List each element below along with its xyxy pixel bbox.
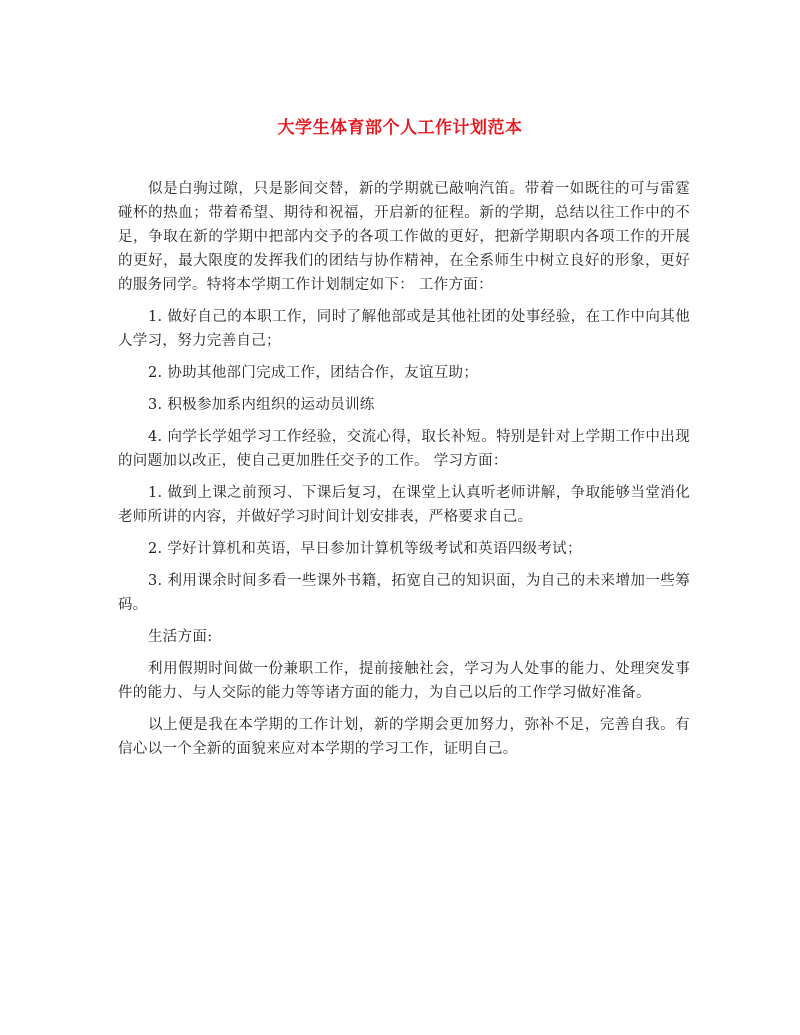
intro-paragraph: 似是白驹过隙，只是影间交替，新的学期就已敲响汽笛。带着一如既往的可与雷霆碰杯的热血；带着希望、期待和祝福，开启新的征程。新的学期，总结以往工作中的不足，争取在新的学期中把部内交予的各项工作做的更好，把新学期职内各项工作的开展的更好，最大限度的发挥我们的团结与协作精神，在全系师生中树立良好的形象，更好的服务同学。特将本学期工作计划制定如下： 工作方面： [118, 181, 690, 293]
work-item-3: 3. 积极参加系内组织的运动员训练 [148, 397, 375, 413]
study-item-1: 1. 做到上课之前预习、下课后复习，在课堂上认真听老师讲解，争取能够当堂消化老师所讲的内容，并做好学习时间计划安排表，严格要求自己。 [118, 485, 690, 525]
document-body [118, 177, 690, 769]
work-item-4: 4. 向学长学姐学习工作经验，交流心得，取长补短。特别是针对上学期工作中出现的问题加以改正，使自己更加胜任交予的工作。 学习方面： [118, 429, 690, 469]
work-item-2: 2. 协助其他部门完成工作，团结合作，友谊互助； [148, 365, 479, 381]
work-item-1: 1. 做好自己的本职工作，同时了解他部或是其他社团的处事经验，在工作中向其他人学习，努力完善自己； [118, 309, 690, 349]
study-item-3: 3. 利用课余时间多看一些课外书籍，拓宽自己的知识面，为自己的未来增加一些筹码。 [118, 573, 690, 613]
life-paragraph: 利用假期时间做一份兼职工作，提前接触社会，学习为人处事的能力、处理突发事件的能力、与人交际的能力等等诸方面的能力，为自己以后的工作学习做好准备。 [118, 661, 690, 701]
closing-paragraph: 以上便是我在本学期的工作计划，新的学期会更加努力，弥补不足，完善自我。有信心以一个全新的面貌来应对本学期的学习工作，证明自己。 [118, 717, 690, 757]
document-title: 大学生体育部个人工作计划范本 [277, 118, 523, 138]
life-heading: 生活方面: [148, 629, 213, 645]
study-item-2: 2. 学好计算机和英语，早日参加计算机等级考试和英语四级考试； [148, 541, 582, 557]
